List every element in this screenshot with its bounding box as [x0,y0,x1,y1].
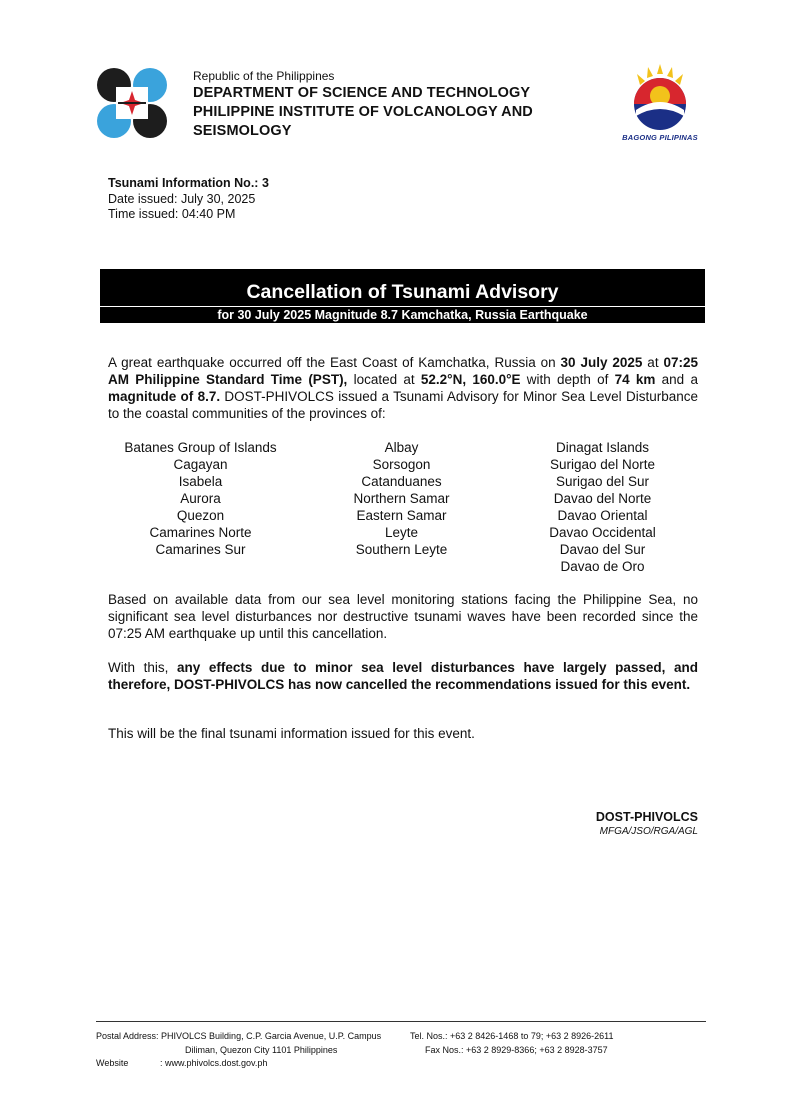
title-banner [100,269,705,323]
signatory-initials: MFGA/JSO/RGA/AGL [599,826,698,837]
list-item: Davao de Oro [560,559,645,574]
bagong-pilipinas-caption: BAGONG PILIPINAS [622,133,698,142]
paragraph-earthquake-details: A great earthquake occurred off the East Coast of Kamchatka, Russia on 30 July 2025 at 07:25 AM Philippine Standard Time (PST), located at 52.2°N, 160.0°E with depth of 74 km and a magnitude of 8.7. DOST-PHIVOLCS issued a Tsunami Advisory for Minor Sea Level Disturbance to the coastal communities of the provinces of: [108,355,698,421]
bagong-pilipinas-logo [612,64,708,146]
paragraph-monitoring: Based on available data from our sea level monitoring stations facing the Philippine Sea, no significant sea level disturbances nor destructive tsunami waves have been recorded since the 07:25 AM earthquake up until this cancellation. [108,592,698,641]
list-item: Southern Leyte [355,542,448,557]
province-column-2 [320,439,483,558]
list-item: Davao del Sur [559,542,646,557]
list-item: Davao del Norte [553,491,652,506]
list-item: Batanes Group of Islands [124,440,277,455]
paragraph-cancellation: With this, any effects due to minor sea level disturbances have largely passed, and therefore, DOST-PHIVOLCS has now cancelled the recommendations issued for this event. [108,660,698,692]
list-item: Surigao del Norte [549,457,656,472]
signature-block [596,809,698,838]
list-item: Davao Oriental [557,508,648,523]
postal-address-line2: Diliman, Quezon City 1101 Philippines [185,1044,338,1055]
website-row [96,1057,381,1071]
list-item: Eastern Samar [356,508,447,523]
bulletin-info [108,176,269,223]
footer-contacts [410,1030,614,1057]
list-item: Surigao del Sur [555,474,650,489]
department-name: DEPARTMENT OF SCIENCE AND TECHNOLOGY [193,85,531,101]
banner-title: Cancellation of Tsunami Advisory [246,281,559,303]
signatory-name: DOST-PHIVOLCS [595,810,698,824]
republic-line: Republic of the Philippines [193,69,335,83]
dost-logo [96,67,168,139]
agency-header [193,68,533,141]
footer-address [96,1030,381,1071]
footer-divider [96,1021,706,1022]
time-issued: Time issued: 04:40 PM [108,207,236,221]
list-item: Quezon [176,508,225,523]
banner-subtitle: for 30 July 2025 Magnitude 8.7 Kamchatka, Russia Earthquake [100,306,705,323]
list-item: Cagayan [173,457,228,472]
fax-numbers: Fax Nos.: +63 2 8929-8366; +63 2 8928-3757 [425,1044,608,1055]
bulletin-number: Tsunami Information No.: 3 [108,176,269,190]
postal-address-line1: Postal Address: PHIVOLCS Building, C.P. Garcia Avenue, U.P. Campus [96,1031,382,1041]
website-link[interactable]: : www.phivolcs.dost.gov.ph [160,1058,268,1068]
list-item: Northern Samar [353,491,450,506]
province-column-1 [108,439,293,558]
list-item: Dinagat Islands [555,440,650,455]
paragraph-final-note: This will be the final tsunami information issued for this event. [108,726,475,741]
province-column-3 [520,439,685,575]
institute-name-line2: SEISMOLOGY [193,123,292,139]
list-item: Sorsogon [372,457,431,472]
list-item: Isabela [178,474,223,489]
website-label: Website [96,1058,129,1068]
list-item: Davao Occidental [549,525,656,540]
list-item: Camarines Sur [155,542,246,557]
list-item: Leyte [384,525,419,540]
list-item: Albay [384,440,419,455]
list-item: Catanduanes [361,474,442,489]
list-item: Camarines Norte [149,525,252,540]
telephone-numbers: Tel. Nos.: +63 2 8426-1468 to 79; +63 2 8926-2611 [410,1031,614,1041]
list-item: Aurora [180,491,221,506]
date-issued: Date issued: July 30, 2025 [108,191,256,206]
institute-name-line1: PHILIPPINE INSTITUTE OF VOLCANOLOGY AND [193,104,533,120]
